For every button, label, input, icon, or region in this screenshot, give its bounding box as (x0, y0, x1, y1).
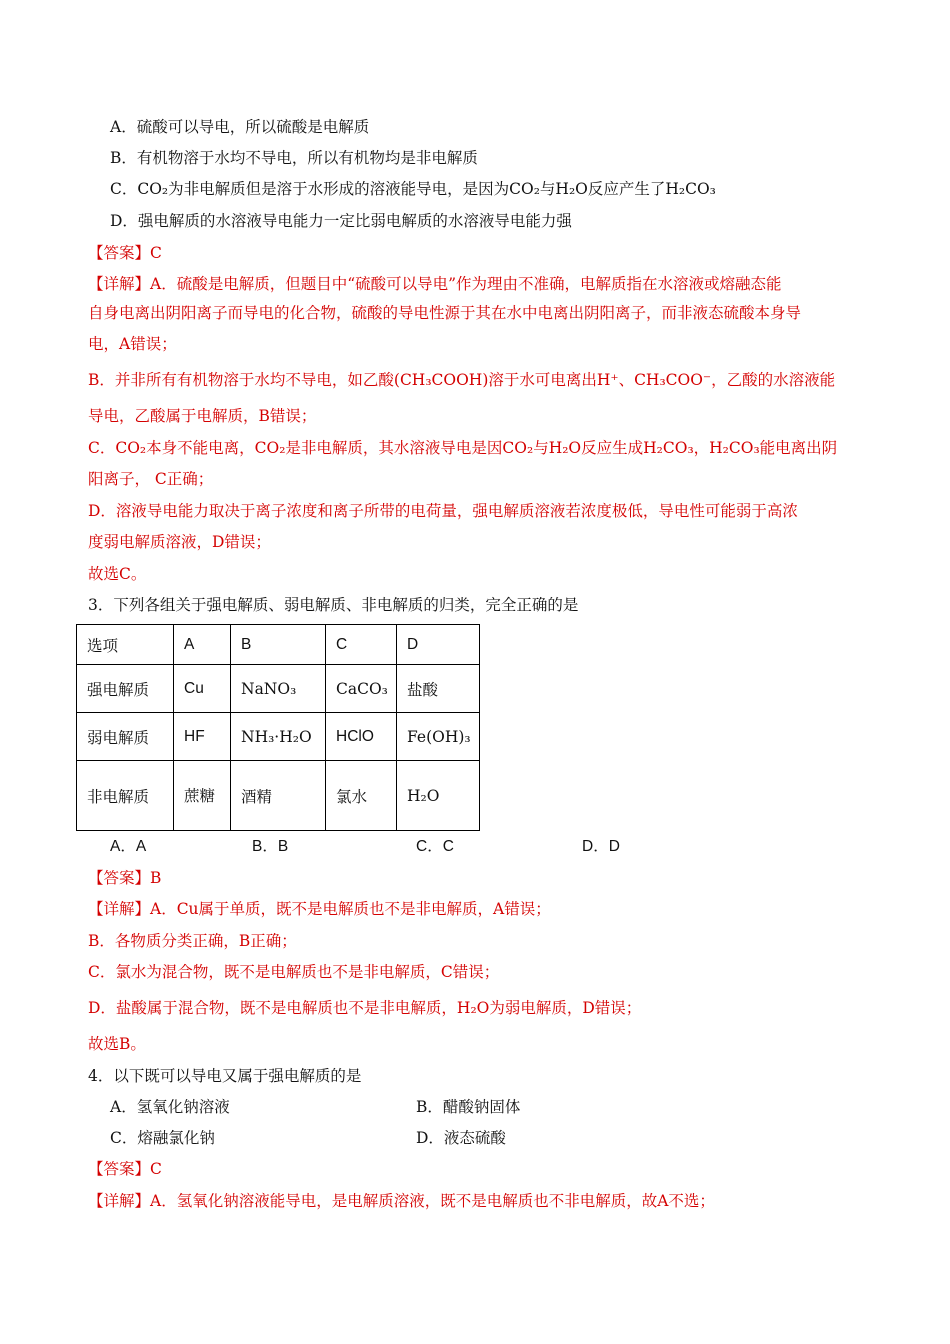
q2-option-a: A．硫酸可以导电，所以硫酸是电解质 (110, 118, 370, 136)
q4-option-a: A．氢氧化钠溶液 (110, 1098, 230, 1116)
table-header-cell: D (397, 625, 480, 665)
table-header-cell: A (174, 625, 231, 665)
q2-explanation-b-line2: 导电，乙酸属于电解质，B错误； (88, 407, 317, 425)
q3-answer: 【答案】B (88, 869, 162, 887)
q4-option-b: B．醋酸钠固体 (416, 1098, 521, 1116)
q4-stem: 4．以下既可以导电又属于强电解质的是 (88, 1067, 362, 1085)
table-cell: Cu (174, 665, 231, 713)
q3-choice-d: D．D (582, 838, 620, 855)
table-cell: 盐酸 (397, 665, 480, 713)
q2-option-b: B．有机物溶于水均不导电，所以有机物均是非电解质 (110, 149, 478, 167)
table-cell: CaCO₃ (326, 665, 397, 713)
q2-conclusion: 故选C。 (88, 565, 147, 583)
q3-explanation-b: B．各物质分类正确，B正确； (88, 932, 297, 950)
table-cell: HF (174, 713, 231, 761)
q2-explanation-c-line2: 阳离子， C正确； (88, 470, 214, 488)
table-header-row (77, 625, 480, 665)
q2-explanation-a-line1: 【详解】A．硫酸是电解质，但题目中“硫酸可以导电”作为理由不准确，电解质指在水溶液或熔融态能 (88, 275, 782, 293)
table-header-cell: 选项 (77, 625, 174, 665)
q4-option-d: D．液态硫酸 (416, 1129, 506, 1147)
q2-explanation-a-line3: 电，A错误； (88, 335, 177, 353)
table-cell: 蔗糖 (174, 761, 231, 831)
table-cell: NaNO₃ (231, 665, 326, 713)
q3-explanation-c: C．氯水为混合物，既不是电解质也不是非电解质，C错误； (88, 963, 500, 981)
q2-option-c: C．CO₂为非电解质但是溶于水形成的溶液能导电，是因为CO₂与H₂O反应产生了H₂CO₃ (110, 180, 716, 198)
q2-explanation-d-line1: D．溶液导电能力取决于离子浓度和离子所带的电荷量，强电解质溶液若浓度极低，导电性可能弱于高浓 (88, 502, 798, 520)
q3-conclusion: 故选B。 (88, 1035, 146, 1053)
q2-explanation-c-line1: C．CO₂本身不能电离，CO₂是非电解质，其水溶液导电是因CO₂与H₂O反应生成H₂CO₃，H₂CO₃能电离出阴 (88, 439, 838, 457)
q2-explanation-b-line1: B．并非所有有机物溶于水均不导电，如乙酸(CH₃COOH)溶于水可电离出H⁺、CH₃COO⁻，乙酸的水溶液能 (88, 371, 836, 389)
table-row (77, 761, 480, 831)
table-cell: 非电解质 (77, 761, 174, 831)
q2-explanation-a-line2: 自身电离出阴阳离子而导电的化合物，硫酸的导电性源于其在水中电离出阴阳离子，而非液态硫酸本身导 (88, 304, 802, 322)
q3-choice-a: A．A (110, 838, 147, 855)
table-header-cell: C (326, 625, 397, 665)
q4-answer: 【答案】C (88, 1160, 162, 1178)
q3-choice-b: B．B (252, 838, 289, 855)
table-cell: 氯水 (326, 761, 397, 831)
table-cell: NH₃·H₂O (231, 713, 326, 761)
q3-choice-c: C．C (416, 838, 454, 855)
table-cell: Fe(OH)₃ (397, 713, 480, 761)
table-row (77, 665, 480, 713)
q4-explanation-a: 【详解】A．氢氧化钠溶液能导电，是电解质溶液，既不是电解质也不非电解质，故A不选； (88, 1192, 715, 1210)
table-cell: 酒精 (231, 761, 326, 831)
q3-explanation-a: 【详解】A．Cu属于单质，既不是电解质也不是非电解质，A错误； (88, 900, 551, 918)
q2-answer: 【答案】C (88, 244, 162, 262)
classification-table (76, 624, 480, 831)
q3-stem: 3．下列各组关于强电解质、弱电解质、非电解质的归类，完全正确的是 (88, 596, 579, 614)
table-row (77, 713, 480, 761)
table-header-cell: B (231, 625, 326, 665)
table-cell: 弱电解质 (77, 713, 174, 761)
q2-explanation-d-line2: 度弱电解质溶液，D错误； (88, 533, 271, 551)
q3-explanation-d: D．盐酸属于混合物，既不是电解质也不是非电解质，H₂O为弱电解质，D错误； (88, 999, 642, 1017)
table-cell: 强电解质 (77, 665, 174, 713)
q2-option-d: D．强电解质的水溶液导电能力一定比弱电解质的水溶液导电能力强 (110, 212, 572, 230)
table-cell: HClO (326, 713, 397, 761)
q4-option-c: C．熔融氯化钠 (110, 1129, 215, 1147)
table-cell: H₂O (397, 761, 480, 831)
